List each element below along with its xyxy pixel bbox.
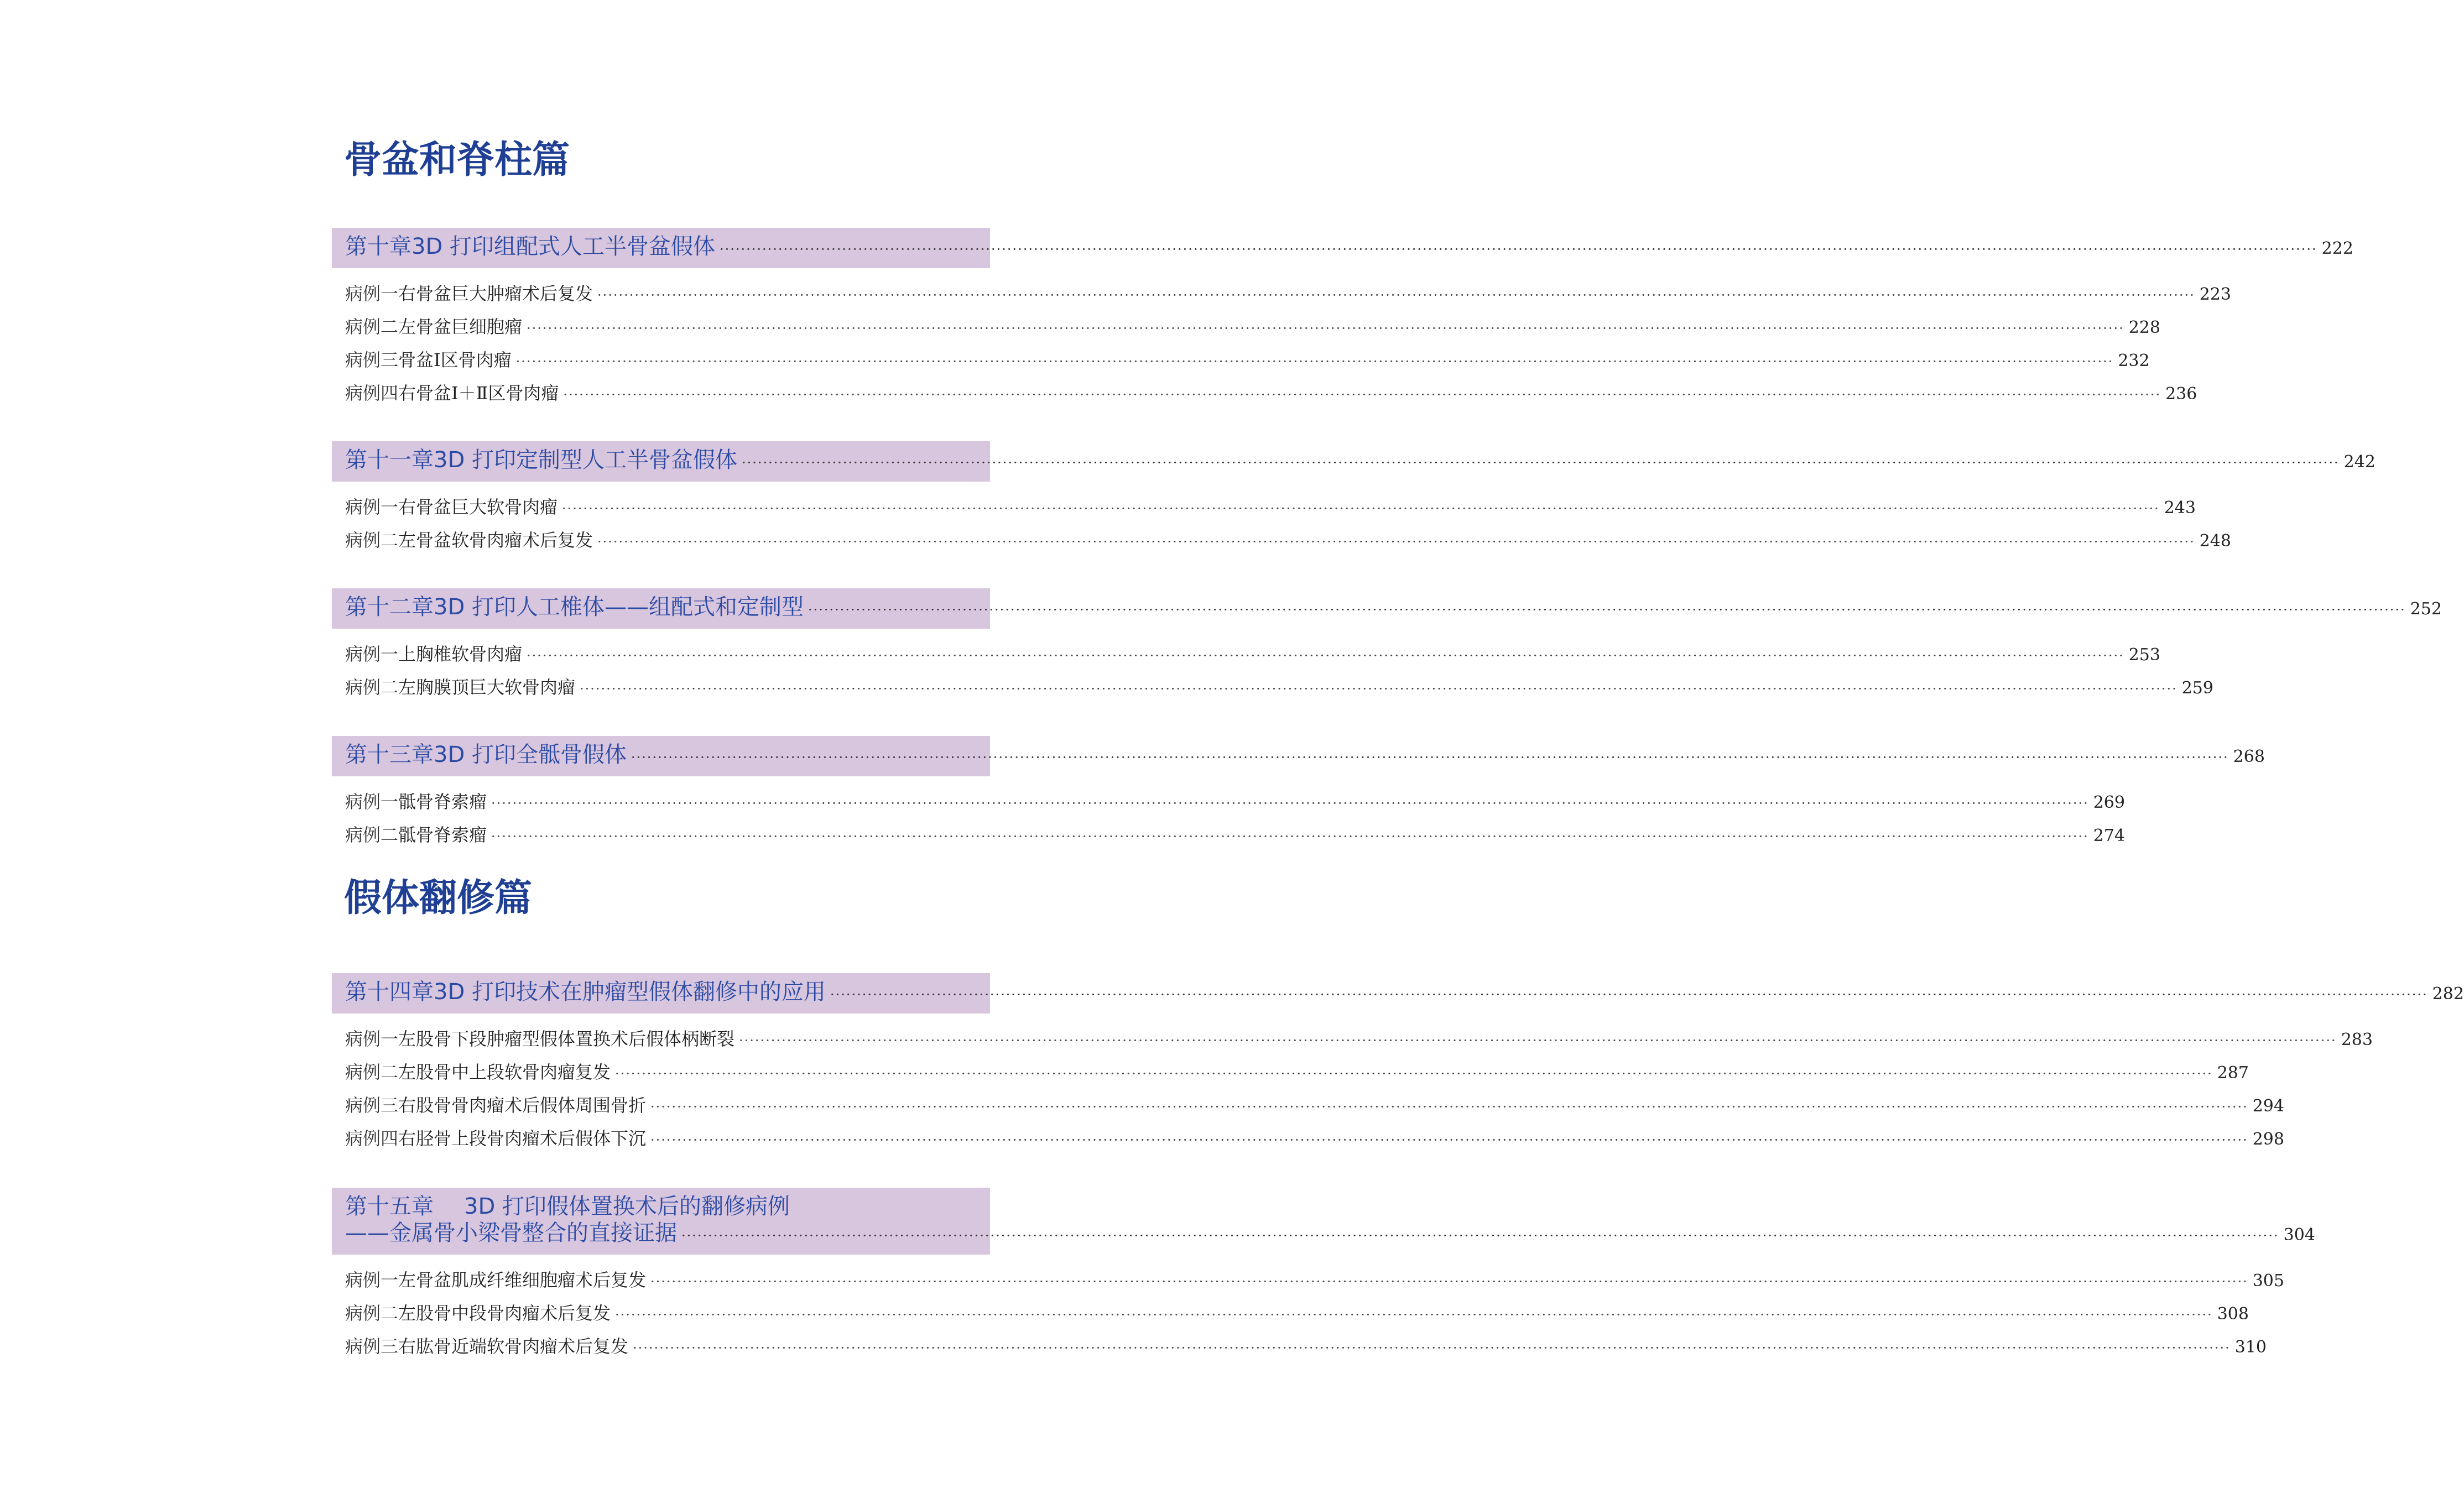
case-title: 右骨盆巨大肿瘤术后复发: [398, 283, 593, 304]
case-label: 病例四: [345, 383, 399, 404]
dot-leader: ············································································································································································································································································································: [580, 681, 2178, 697]
page-number: 242: [2343, 452, 2376, 472]
case-list: [332, 1255, 2284, 1363]
dot-leader: ············································································································································································································································································································: [615, 1066, 2213, 1082]
dot-leader: ············································································································································································································································································································: [597, 288, 2195, 303]
page-number: 232: [2118, 351, 2150, 370]
case-title: 右骨盆Ⅰ＋Ⅱ区骨肉瘤: [398, 383, 559, 404]
chapter-heading[interactable]: [332, 441, 2376, 482]
case-label: 病例四: [345, 1128, 399, 1149]
case-label: 病例一: [345, 1270, 399, 1291]
page-number: 269: [2093, 793, 2125, 812]
case-entry[interactable]: [345, 1022, 2373, 1056]
dot-leader: ············································································································································································································································································································: [633, 1340, 2231, 1356]
dot-leader: ············································································································································································································································································································: [631, 750, 2229, 765]
case-title: 右骨盆巨大软骨肉瘤: [398, 497, 558, 518]
case-title: 左股骨中段骨肉瘤术后复发: [398, 1303, 611, 1324]
case-list: [332, 776, 2125, 852]
case-entry[interactable]: [345, 638, 2160, 671]
case-label: 病例一: [345, 1028, 399, 1049]
case-title: 骨盆Ⅰ区骨肉瘤: [398, 349, 512, 370]
chapter-number: 第十三章: [345, 742, 434, 767]
chapter-title-line: [345, 1193, 973, 1220]
chapter-section: [332, 228, 2353, 410]
case-entry[interactable]: [345, 671, 2213, 704]
chapter-title-line: [345, 233, 2353, 263]
chapter-number: 第十一章: [345, 447, 434, 473]
case-list: [332, 1014, 2373, 1155]
chapter-heading[interactable]: [332, 736, 2265, 776]
chapter-title: 3D 打印定制型人工半骨盆假体: [434, 447, 737, 473]
case-label: 病例二: [345, 824, 399, 845]
case-label: 病例一: [345, 283, 399, 304]
chapter-heading[interactable]: [332, 1188, 2315, 1255]
case-label: 病例二: [345, 1303, 399, 1324]
case-label: 病例一: [345, 791, 399, 812]
dot-leader: ············································································································································································································································································································: [527, 321, 2124, 336]
page-number: 259: [2181, 678, 2213, 698]
page-number: 274: [2093, 826, 2125, 845]
case-label: 病例一: [345, 497, 399, 518]
page-number: 304: [2283, 1225, 2315, 1245]
part-title: 骨盆和脊柱篇: [344, 138, 570, 182]
dot-leader: ············································································································································································································································································································: [650, 1132, 2248, 1148]
dot-leader: ············································································································································································································································································································: [719, 242, 2317, 257]
case-title: 右胫骨上段骨肉瘤术后假体下沉: [398, 1128, 647, 1149]
dot-leader: ············································································································································································································································································································: [650, 1099, 2248, 1115]
case-entry[interactable]: [345, 1089, 2284, 1122]
page-number: 282: [2432, 984, 2464, 1004]
chapter-title: 3D 打印技术在肿瘤型假体翻修中的应用: [434, 979, 826, 1005]
dot-leader: ············································································································································································································································································································: [808, 602, 2406, 618]
chapter-title: 3D 打印假体置换术后的翻修病例: [464, 1194, 790, 1219]
chapter-section: [332, 973, 2464, 1155]
chapter-heading[interactable]: [332, 973, 2464, 1014]
case-list: [332, 629, 2213, 704]
page-number: 228: [2128, 318, 2160, 337]
case-entry[interactable]: [345, 1297, 2249, 1330]
page-number: 294: [2252, 1096, 2284, 1116]
chapter-section: [332, 736, 2265, 852]
page-number: 268: [2233, 747, 2265, 766]
page-number: 252: [2410, 599, 2442, 619]
page-number: 243: [2164, 498, 2196, 518]
dot-leader: ············································································································································································································································································································: [741, 455, 2340, 471]
case-entry[interactable]: [345, 818, 2125, 852]
case-label: 病例二: [345, 316, 399, 337]
chapter-number: 第十章: [345, 234, 411, 259]
page-number: 310: [2234, 1338, 2267, 1357]
chapter-section: [332, 441, 2376, 557]
dot-leader: ············································································································································································································································································································: [491, 829, 2089, 844]
dot-leader: ············································································································································································································································································································: [597, 534, 2195, 550]
dot-leader: ············································································································································································································································································································: [563, 387, 2161, 403]
chapter-title: 3D 打印全骶骨假体: [434, 742, 627, 767]
dot-leader: ············································································································································································································································································································: [830, 987, 2428, 1002]
chapter-title: ——金属骨小梁骨整合的直接证据: [345, 1220, 677, 1246]
chapter-title: 3D 打印组配式人工半骨盆假体: [411, 234, 715, 259]
case-title: 右肱骨近端软骨肉瘤术后复发: [398, 1336, 629, 1357]
page-number: 305: [2252, 1271, 2284, 1291]
case-entry[interactable]: [345, 1263, 2284, 1297]
case-entry[interactable]: [345, 377, 2197, 410]
case-entry[interactable]: [345, 1122, 2284, 1155]
case-title: 左股骨下段肿瘤型假体置换术后假体柄断裂: [398, 1028, 735, 1049]
chapter-number: 第十二章: [345, 594, 434, 620]
chapter-title-line: [345, 1220, 2315, 1249]
case-entry[interactable]: [345, 1056, 2249, 1089]
case-entry[interactable]: [345, 785, 2125, 818]
case-entry[interactable]: [345, 524, 2231, 557]
case-label: 病例二: [345, 530, 399, 551]
page-number: 283: [2341, 1030, 2373, 1049]
case-entry[interactable]: [345, 310, 2160, 343]
dot-leader: ············································································································································································································································································································: [527, 648, 2124, 664]
page-number: 223: [2199, 285, 2231, 304]
dot-leader: ············································································································································································································································································································: [491, 796, 2089, 811]
dot-leader: ············································································································································································································································································································: [739, 1033, 2337, 1048]
case-label: 病例三: [345, 1095, 399, 1116]
case-label: 病例二: [345, 677, 399, 698]
case-entry[interactable]: [345, 1330, 2267, 1363]
chapter-title: 3D 打印人工椎体——组配式和定制型: [434, 594, 804, 620]
chapter-title-line: [345, 979, 2464, 1008]
chapter-number: 第十四章: [345, 979, 434, 1005]
case-title: 骶骨脊索瘤: [398, 824, 487, 845]
dot-leader: ············································································································································································································································································································: [515, 354, 2114, 369]
page-number: 287: [2217, 1063, 2249, 1083]
case-label: 病例二: [345, 1062, 399, 1083]
case-label: 病例三: [345, 349, 399, 370]
page-number: 222: [2321, 239, 2353, 258]
case-title: 左骨盆软骨肉瘤术后复发: [398, 530, 593, 551]
case-title: 左骨盆肌成纤维细胞瘤术后复发: [398, 1270, 647, 1291]
case-list: [332, 482, 2231, 557]
case-label: 病例一: [345, 644, 399, 665]
chapter-section: [332, 1188, 2315, 1363]
chapter-title-line: [345, 594, 2442, 623]
page-number: 308: [2217, 1304, 2249, 1324]
case-list: [332, 268, 2231, 410]
case-title: 右股骨骨肉瘤术后假体周围骨折: [398, 1095, 647, 1116]
case-title: 左骨盆巨细胞瘤: [398, 316, 523, 337]
chapter-number: 第十五章: [345, 1194, 434, 1219]
case-entry[interactable]: [345, 490, 2196, 524]
chapter-title-line: [345, 447, 2376, 476]
dot-leader: ············································································································································································································································································································: [650, 1274, 2248, 1289]
chapter-title-line: [345, 741, 2265, 771]
dot-leader: ············································································································································································································································································································: [615, 1307, 2213, 1323]
case-title: 左股骨中上段软骨肉瘤复发: [398, 1062, 611, 1083]
case-entry[interactable]: [345, 277, 2231, 310]
case-title: 骶骨脊索瘤: [398, 791, 487, 812]
page-number: 298: [2252, 1130, 2284, 1149]
chapter-section: [332, 588, 2442, 704]
dot-leader: ············································································································································································································································································································: [681, 1228, 2279, 1244]
page-number: 248: [2199, 531, 2231, 551]
case-entry[interactable]: [345, 343, 2150, 377]
case-label: 病例三: [345, 1336, 399, 1357]
page-number: 236: [2165, 384, 2197, 404]
chapter-heading[interactable]: [332, 588, 2442, 629]
part-title: 假体翻修篇: [344, 876, 533, 920]
dot-leader: ············································································································································································································································································································: [562, 501, 2160, 516]
case-title: 上胸椎软骨肉瘤: [398, 644, 523, 665]
case-title: 左胸膜顶巨大软骨肉瘤: [398, 677, 576, 698]
chapter-heading[interactable]: [332, 228, 2353, 268]
page-number: 253: [2128, 645, 2160, 665]
